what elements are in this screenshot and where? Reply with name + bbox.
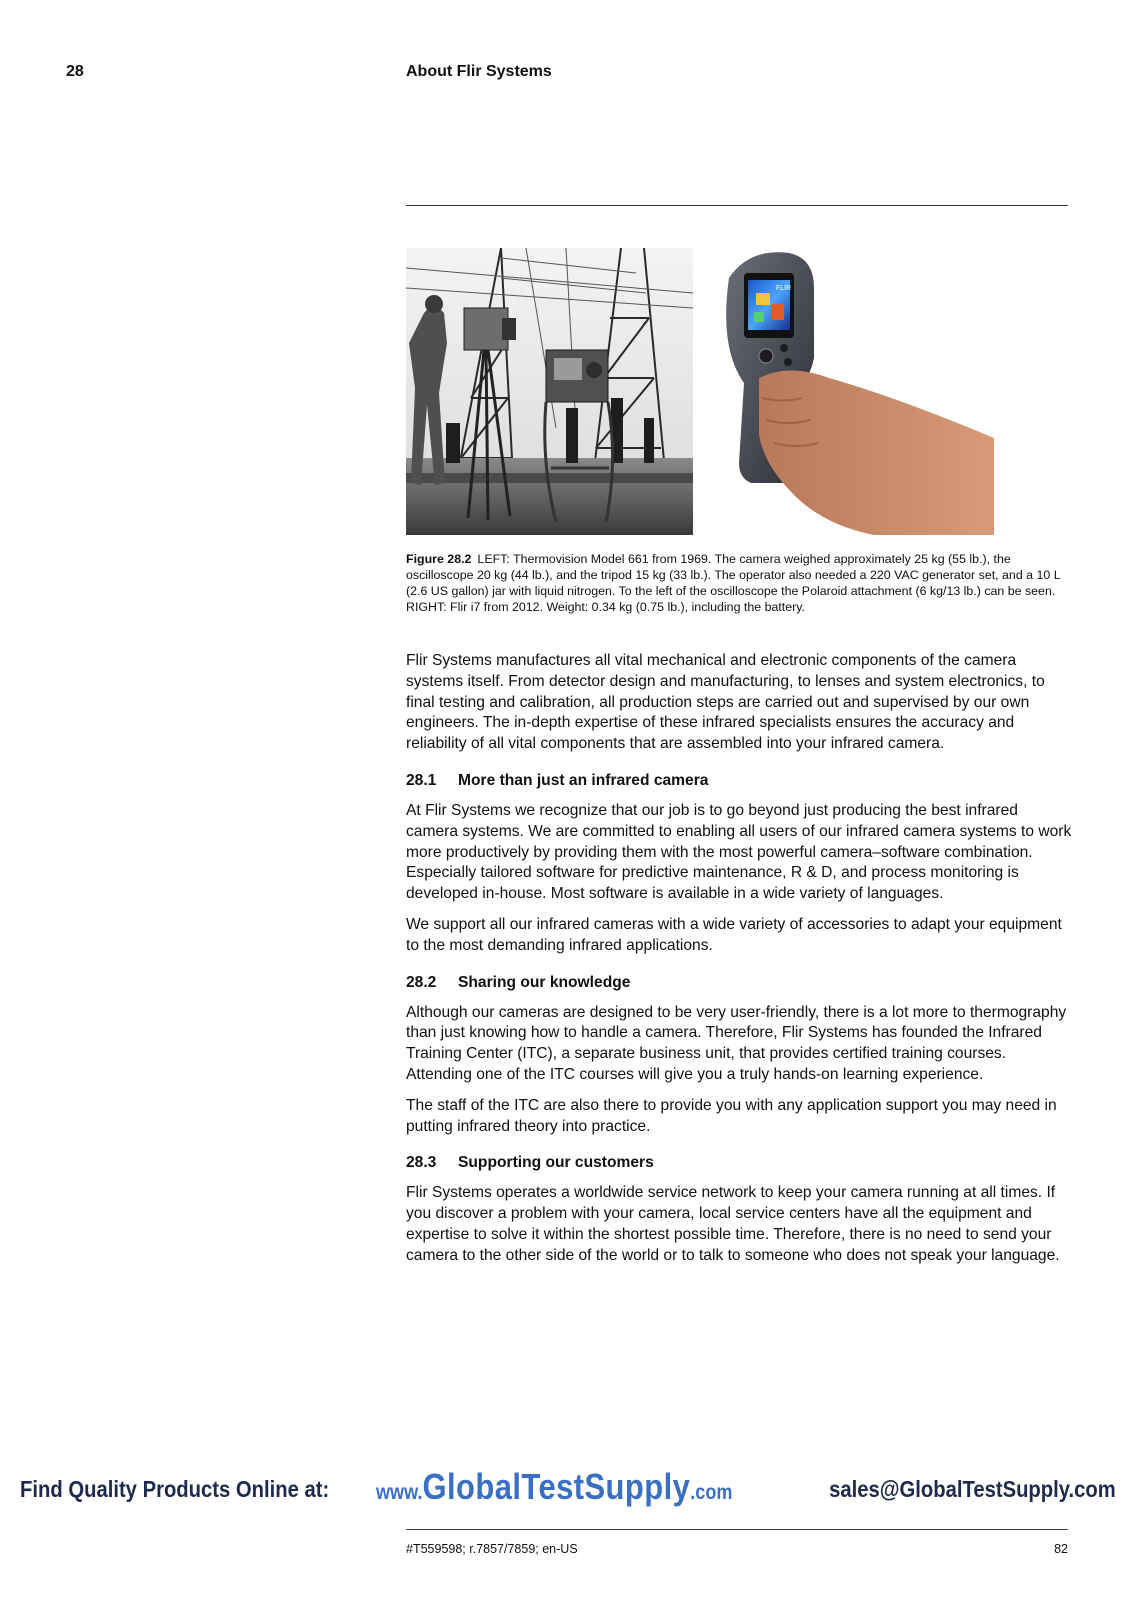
figure-caption	[406, 551, 1066, 615]
paragraph: Although our cameras are designed to be very user-friendly, there is a lot more to thermography than just knowing how to handle a camera. Therefore, Flir Systems has founded the Infrared Training Center (ITC), a separate business unit, that provides certified training courses. Attending one of the ITC courses will give you a truly hands-on learning experience.	[406, 1003, 1067, 1083]
ad-banner	[0, 1466, 1132, 1510]
thermovision-661-photo	[406, 248, 693, 535]
sales-email-link[interactable]: sales@GlobalTestSupply.com	[829, 1476, 1116, 1502]
paragraph: Flir Systems operates a worldwide service network to keep your camera running at all times. If you discover a problem with your camera, local service centers have all the equipment and expertise to solve it within the shortest possible time. Therefore, there is no need to send your camera to the other side of the world or to talk to someone who does not speak your language.	[406, 1184, 1060, 1264]
figure-label: Figure 28.2	[406, 552, 472, 566]
ad-tagline: Find Quality Products Online at:	[20, 1476, 330, 1502]
flir-i7-camera-photo	[704, 248, 994, 535]
section-number: 28.1	[406, 771, 437, 789]
paragraph: At Flir Systems we recognize that our job is to go beyond just producing the best infrared camera systems. We are committed to enabling all users of our infrared camera systems to work more productively by providing them with the most powerful camera–software combination. Especially tailored software for predictive maintenance, R & D, and process monitoring is developed in-house. Most software is available in a wide variety of languages.	[406, 801, 1072, 903]
section-number: 28.3	[406, 1154, 437, 1172]
chapter-title: About Flir Systems	[406, 63, 552, 80]
section-title: Sharing our knowledge	[458, 973, 631, 991]
section-heading-28-2	[406, 973, 1072, 993]
section-title: More than just an infrared camera	[458, 771, 709, 789]
section-title: Supporting our customers	[458, 1154, 654, 1172]
section-heading-28-1	[406, 771, 1072, 791]
paragraph: We support all our infrared cameras with a wide variety of accessories to adapt your equipment to the most demanding infrared applications.	[406, 915, 1062, 954]
main-content	[406, 651, 1072, 1277]
header-divider	[406, 205, 1068, 206]
camera-brand-logo: FLIR	[776, 285, 792, 292]
url-prefix: www.	[376, 1481, 423, 1504]
paragraph: The staff of the ITC are also there to provide you with any application support you may need in putting infrared theory into practice.	[406, 1096, 1057, 1135]
url-brand: GlobalTestSupply	[422, 1466, 691, 1507]
section-number: 28.2	[406, 973, 437, 991]
chapter-number: 28	[66, 63, 84, 80]
website-link[interactable]	[376, 1466, 732, 1508]
document-id: #T559598; r.7857/7859; en-US	[406, 1542, 578, 1556]
footer-divider	[406, 1529, 1068, 1530]
url-suffix: .com	[690, 1481, 733, 1504]
page-number: 82	[1054, 1542, 1068, 1556]
section-heading-28-3	[406, 1153, 1072, 1173]
intro-paragraph: Flir Systems manufactures all vital mechanical and electronic components of the camera systems itself. From detector design and manufacturing, to lenses and system electronics, to final testing and calibration, all production steps are carried out and supervised by our own engineers. The in-depth expertise of these infrared specialists ensures the accuracy and reliability of all vital components that are assembled into your infrared camera.	[406, 652, 1045, 753]
figure-28-2	[406, 248, 994, 535]
figure-caption-text: LEFT: Thermovision Model 661 from 1969. The camera weighed approximately 25 kg (55 lb.), the oscilloscope 20 kg (44 lb.), and the tripod 15 kg (33 lb.). The operator also needed a 220 VAC generator set, and a 10 L (2.6 US gallon) jar with liquid nitrogen. To the left of the oscilloscope the Polaroid attachment (6 kg/13 lb.) can be seen. RIGHT: Flir i7 from 2012. Weight: 0.34 kg (0.75 lb.), including the battery.	[406, 552, 1061, 614]
